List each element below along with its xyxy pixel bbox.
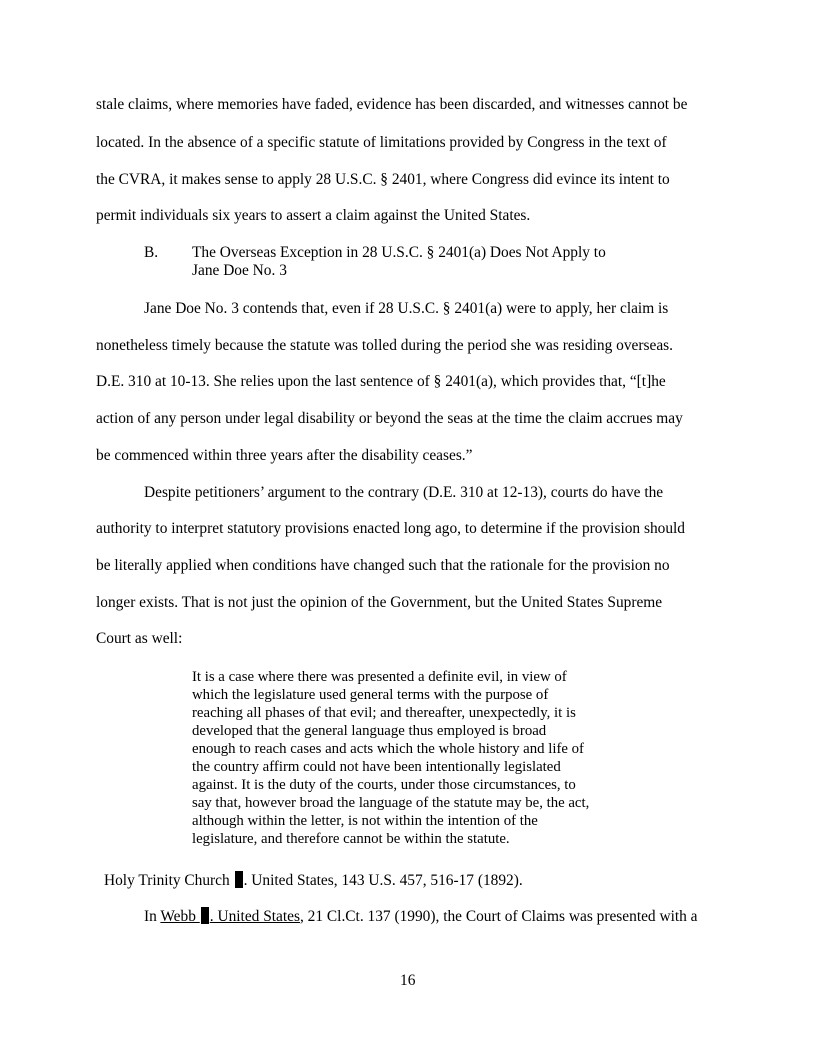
- body-line: Despite petitioners’ argument to the contrary (D.E. 310 at 12-13), courts do have the: [144, 484, 664, 501]
- blockquote-line: the country affirm could not have been intentionally legislated: [192, 759, 561, 775]
- body-line: permit individuals six years to assert a claim against the United States.: [96, 207, 531, 224]
- redaction-block: [201, 907, 209, 924]
- blockquote-line: reaching all phases of that evil; and thereafter, unexpectedly, it is: [192, 705, 576, 721]
- blockquote-line: enough to reach cases and acts which the whole history and life of: [192, 741, 584, 757]
- body-line: stale claims, where memories have faded, evidence has been discarded, and witnesses cannot be: [96, 96, 688, 113]
- blockquote-line: which the legislature used general terms with the purpose of: [192, 687, 549, 703]
- body-line: Jane Doe No. 3 contends that, even if 28 U.S.C. § 2401(a) were to apply, her claim is: [144, 300, 669, 317]
- body-text: , 21 Cl.Ct. 137 (1990), the Court of Claims was presented with a: [299, 908, 698, 925]
- body-line: be commenced within three years after the disability ceases.”: [96, 447, 473, 464]
- citation-text: . United States, 143 U.S. 457, 516-17 (1892).: [243, 872, 523, 889]
- body-line: longer exists. That is not just the opinion of the Government, but the United States Supreme: [96, 594, 663, 611]
- page-number: 16: [400, 972, 416, 989]
- body-line: [144, 907, 698, 926]
- body-line: Court as well:: [96, 630, 183, 647]
- case-citation: [104, 871, 523, 890]
- section-heading: The Overseas Exception in 28 U.S.C. § 2401(a) Does Not Apply to: [192, 244, 606, 261]
- blockquote-line: legislature, and therefore cannot be within the statute.: [192, 831, 510, 847]
- body-line: the CVRA, it makes sense to apply 28 U.S.C. § 2401, where Congress did evince its intent to: [96, 171, 670, 188]
- blockquote-line: against. It is the duty of the courts, under those circumstances, to: [192, 777, 576, 793]
- body-line: nonetheless timely because the statute was tolled during the period she was residing overseas.: [96, 337, 673, 354]
- section-letter: B.: [144, 244, 159, 261]
- body-line: located. In the absence of a specific statute of limitations provided by Congress in the text of: [96, 134, 667, 151]
- body-line: action of any person under legal disability or beyond the seas at the time the claim accrues may: [96, 410, 683, 427]
- body-line: be literally applied when conditions have changed such that the rationale for the provision no: [96, 557, 670, 574]
- case-name: Webb: [160, 908, 200, 925]
- blockquote-line: say that, however broad the language of the statute may be, the act,: [192, 795, 590, 811]
- section-heading: Jane Doe No. 3: [192, 262, 287, 279]
- body-text: In: [144, 908, 161, 925]
- redaction-block: [235, 871, 243, 888]
- blockquote-line: developed that the general language thus employed is broad: [192, 723, 547, 739]
- blockquote-line: although within the letter, is not within the intention of the: [192, 813, 538, 829]
- blockquote-line: It is a case where there was presented a definite evil, in view of: [192, 669, 567, 685]
- citation-text: Holy Trinity Church: [104, 872, 234, 889]
- body-line: D.E. 310 at 10-13. She relies upon the last sentence of § 2401(a), which provides that, “[t]he: [96, 373, 666, 390]
- body-line: authority to interpret statutory provisions enacted long ago, to determine if the provision should: [96, 520, 685, 537]
- case-name: . United States: [209, 908, 300, 925]
